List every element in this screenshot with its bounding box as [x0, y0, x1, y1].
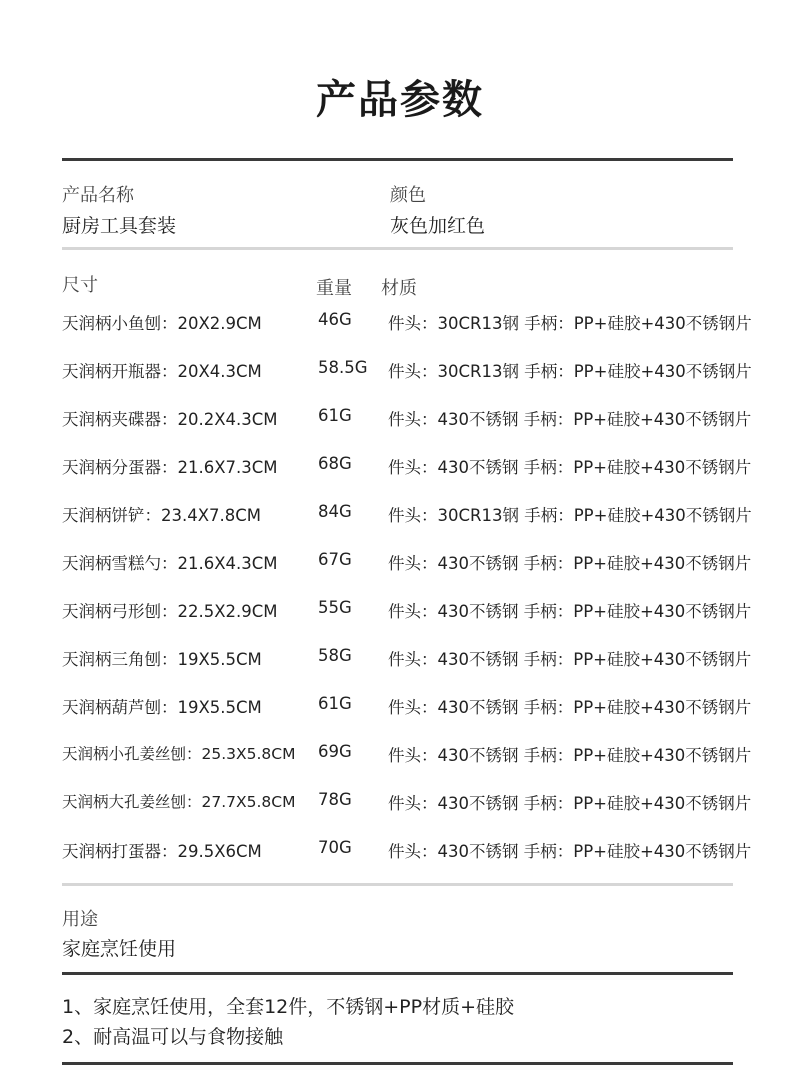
row-weight: 58G: [318, 646, 352, 665]
row-size: 天润柄分蛋器：21.6X7.3CM: [62, 458, 278, 477]
color-label: 颜色: [390, 185, 426, 206]
table-row: [0, 406, 800, 430]
note-item: 1、家庭烹饪使用，全套12件，不锈钢+PP材质+硅胶: [62, 996, 515, 1018]
row-weight: 58.5G: [318, 358, 368, 377]
table-row: [0, 790, 800, 814]
table-row: [0, 358, 800, 382]
row-weight: 78G: [318, 790, 352, 809]
row-material: 件头：30CR13钢 手柄：PP+硅胶+430不锈钢片: [388, 506, 752, 525]
table-row: [0, 694, 800, 718]
row-material: 件头：430不锈钢 手柄：PP+硅胶+430不锈钢片: [388, 794, 752, 813]
row-weight: 55G: [318, 598, 352, 617]
row-material: 件头：430不锈钢 手柄：PP+硅胶+430不锈钢片: [388, 410, 752, 429]
row-material: 件头：430不锈钢 手柄：PP+硅胶+430不锈钢片: [388, 602, 752, 621]
row-size: 天润柄夹碟器：20.2X4.3CM: [62, 410, 278, 429]
divider-3: [62, 972, 733, 975]
product-name-label: 产品名称: [62, 185, 134, 206]
color-value: 灰色加红色: [390, 215, 486, 237]
row-size: 天润柄打蛋器：29.5X6CM: [62, 842, 262, 861]
divider-top: [62, 158, 733, 161]
row-material: 件头：430不锈钢 手柄：PP+硅胶+430不锈钢片: [388, 650, 752, 669]
row-size: 天润柄雪糕勺：21.6X4.3CM: [62, 554, 278, 573]
row-weight: 70G: [318, 838, 352, 857]
product-name-value: 厨房工具套装: [62, 215, 177, 237]
row-weight: 68G: [318, 454, 352, 473]
row-size: 天润柄开瓶器：20X4.3CM: [62, 362, 262, 381]
page-title: 产品参数: [316, 77, 484, 123]
divider-1: [62, 247, 733, 250]
usage-value: 家庭烹饪使用: [62, 938, 177, 960]
table-row: [0, 646, 800, 670]
header-weight: 重量: [316, 278, 352, 299]
row-weight: 46G: [318, 310, 352, 329]
note-item: 2、耐高温可以与食物接触: [62, 1026, 284, 1048]
divider-2: [62, 883, 733, 886]
row-material: 件头：430不锈钢 手柄：PP+硅胶+430不锈钢片: [388, 458, 752, 477]
row-material: 件头：430不锈钢 手柄：PP+硅胶+430不锈钢片: [388, 554, 752, 573]
row-material: 件头：430不锈钢 手柄：PP+硅胶+430不锈钢片: [388, 842, 752, 861]
row-material: 件头：430不锈钢 手柄：PP+硅胶+430不锈钢片: [388, 698, 752, 717]
usage-label: 用途: [62, 909, 98, 930]
row-size: 天润柄饼铲：23.4X7.8CM: [62, 506, 262, 525]
table-row: [0, 742, 800, 766]
row-size: 天润柄弓形刨：22.5X2.9CM: [62, 602, 278, 621]
table-row: [0, 310, 800, 334]
table-row: [0, 502, 800, 526]
table-row: [0, 454, 800, 478]
row-material: 件头：430不锈钢 手柄：PP+硅胶+430不锈钢片: [388, 746, 752, 765]
row-weight: 84G: [318, 502, 352, 521]
row-size: 天润柄大孔姜丝刨：27.7X5.8CM: [62, 793, 296, 811]
row-material: 件头：30CR13钢 手柄：PP+硅胶+430不锈钢片: [388, 314, 752, 333]
header-size: 尺寸: [62, 275, 98, 296]
row-size: 天润柄小鱼刨：20X2.9CM: [62, 314, 262, 333]
row-weight: 67G: [318, 550, 352, 569]
row-material: 件头：30CR13钢 手柄：PP+硅胶+430不锈钢片: [388, 362, 752, 381]
row-size: 天润柄三角刨：19X5.5CM: [62, 650, 262, 669]
table-row: [0, 838, 800, 862]
row-size: 天润柄小孔姜丝刨：25.3X5.8CM: [62, 745, 296, 763]
row-size: 天润柄葫芦刨：19X5.5CM: [62, 698, 262, 717]
table-row: [0, 598, 800, 622]
row-weight: 69G: [318, 742, 352, 761]
divider-bottom: [62, 1062, 733, 1065]
table-row: [0, 550, 800, 574]
header-material: 材质: [381, 278, 417, 299]
row-weight: 61G: [318, 694, 352, 713]
row-weight: 61G: [318, 406, 352, 425]
